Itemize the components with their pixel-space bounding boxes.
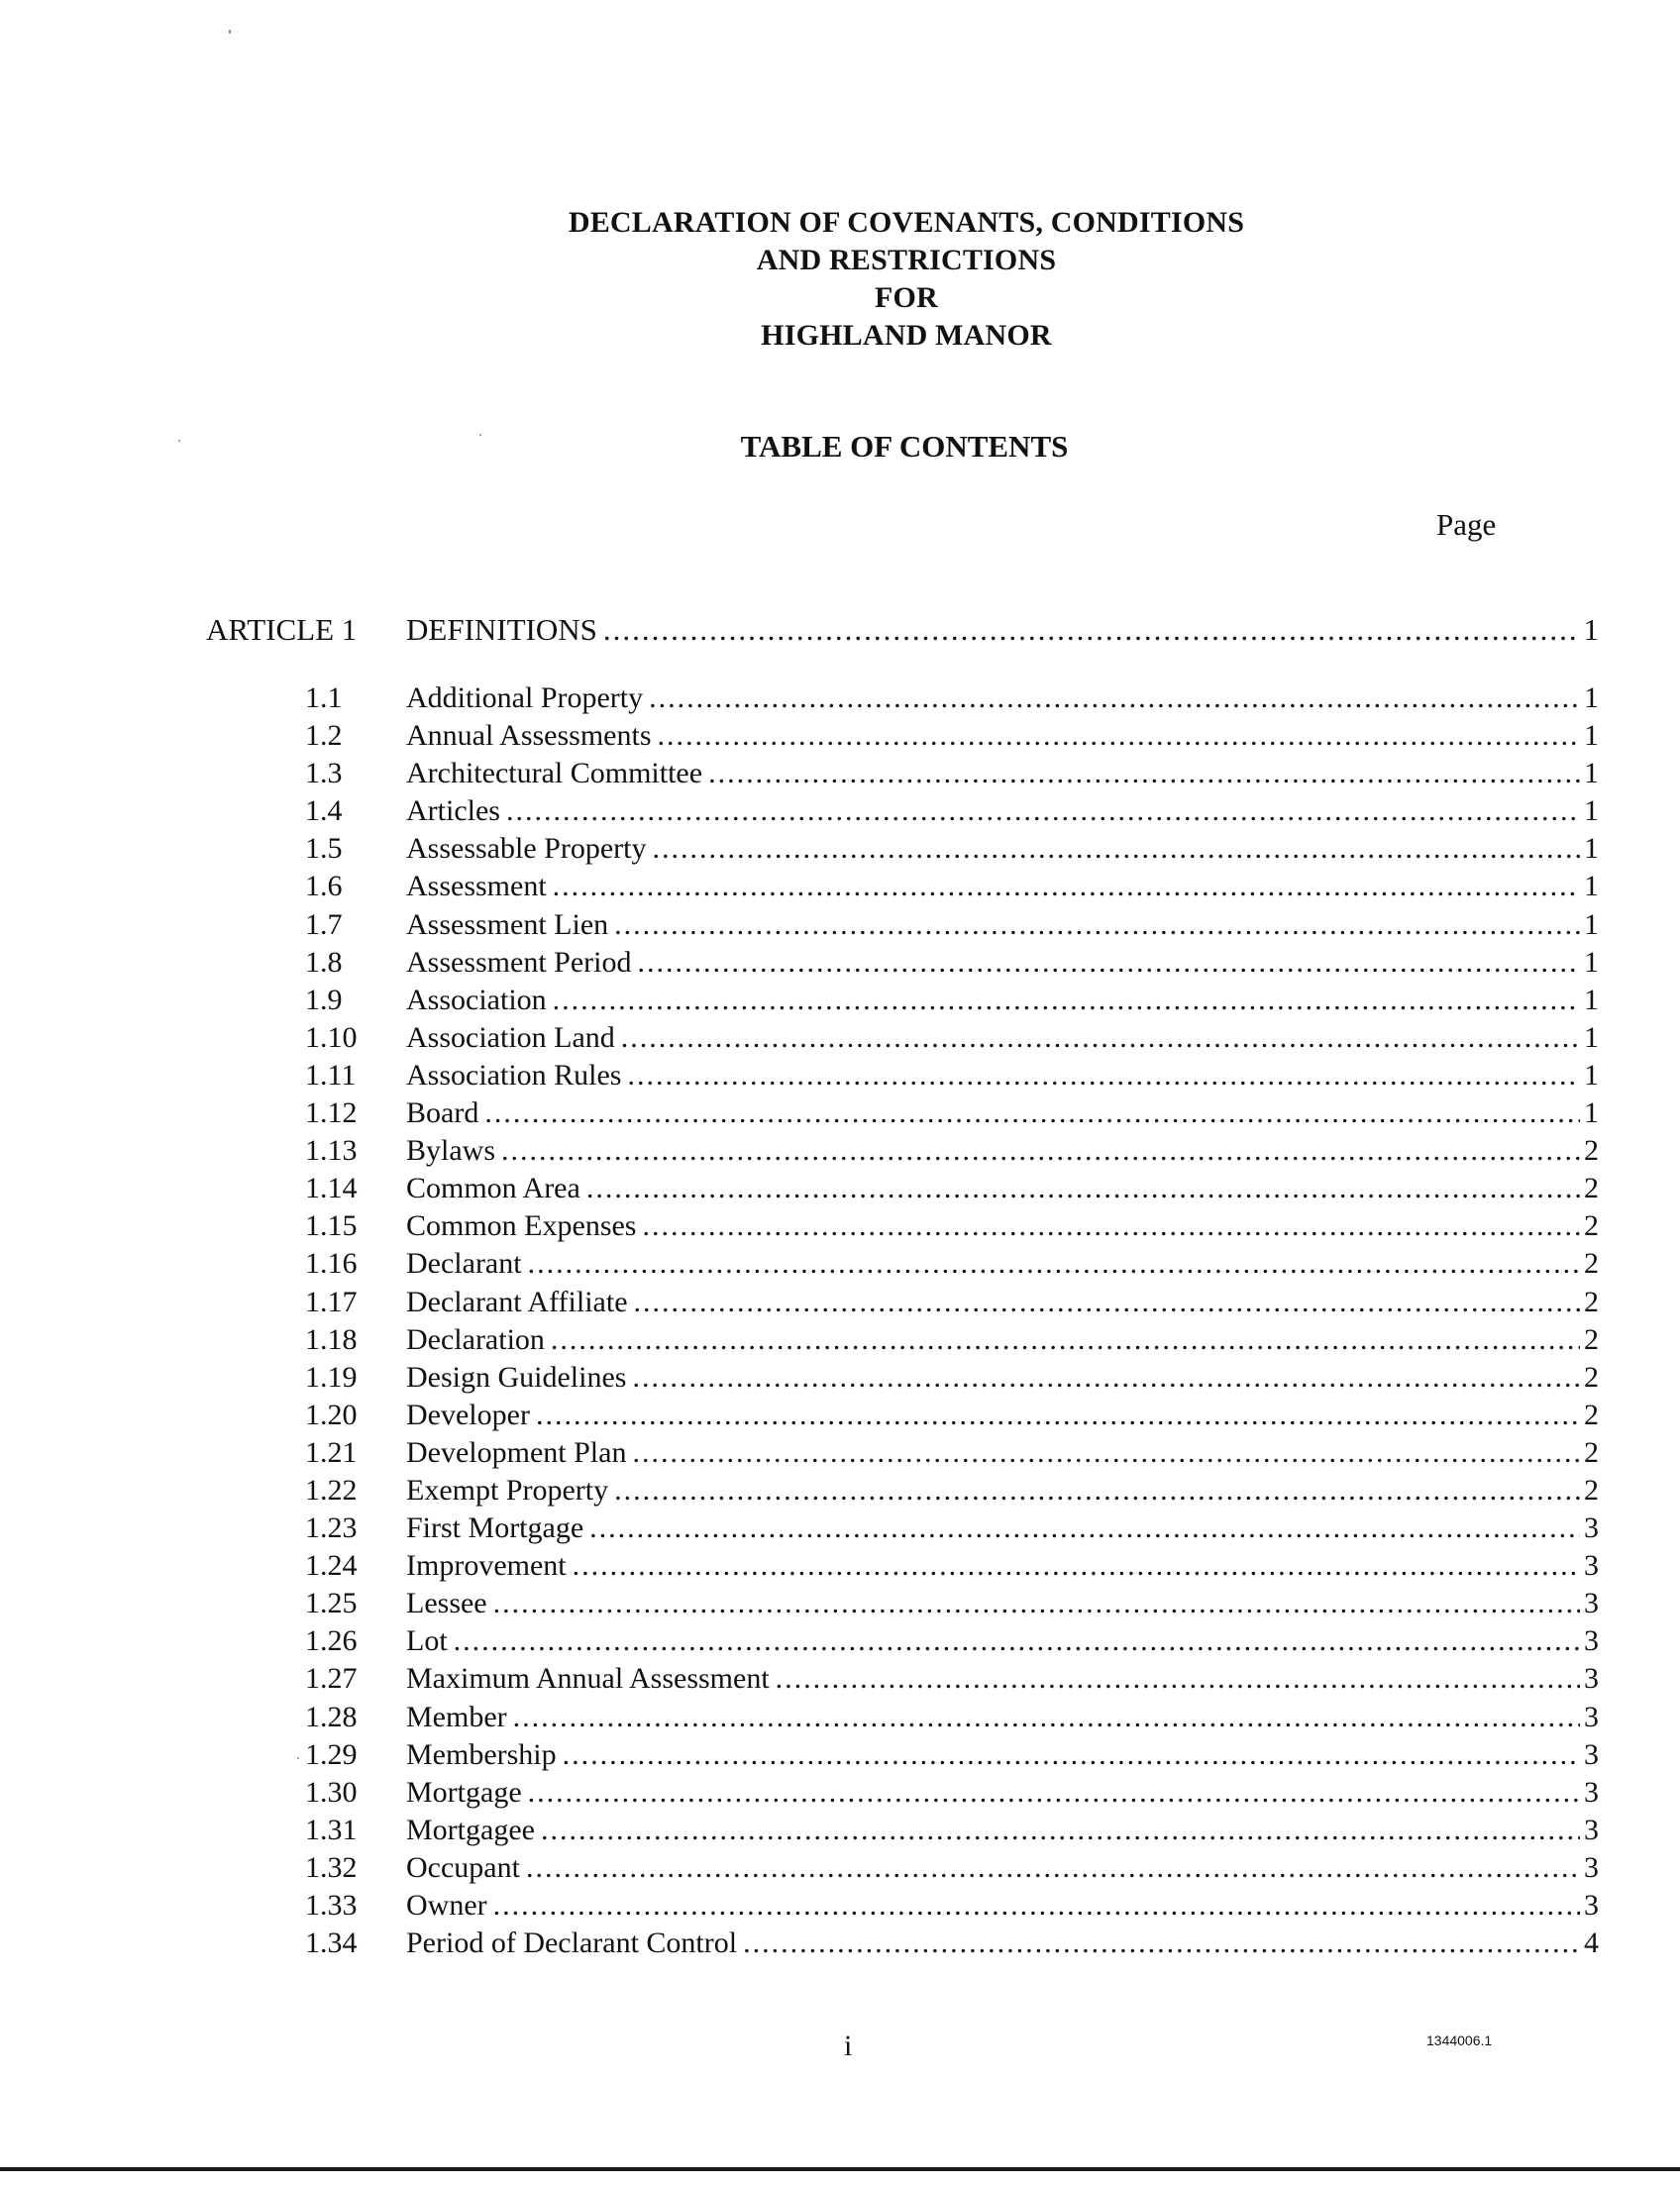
entry-page-number: 1 bbox=[1584, 757, 1599, 790]
entry-page-number: 1 bbox=[1584, 794, 1599, 828]
entry-number: 1.30 bbox=[305, 1775, 358, 1809]
toc-entry[interactable] bbox=[305, 1284, 1599, 1321]
entry-page-number: 1 bbox=[1584, 1020, 1599, 1054]
scan-speck bbox=[297, 1757, 299, 1759]
entry-number: 1.14 bbox=[305, 1172, 358, 1205]
entry-title: Assessable Property bbox=[406, 832, 647, 866]
toc-entry[interactable] bbox=[305, 1925, 1599, 1962]
dot-leader bbox=[628, 1057, 1581, 1094]
entry-number: 1.28 bbox=[305, 1700, 358, 1733]
title-line: AND RESTRICTIONS bbox=[756, 244, 1057, 276]
entry-number: 1.24 bbox=[305, 1549, 358, 1583]
entry-number: 1.8 bbox=[305, 945, 343, 979]
entry-number: 1.27 bbox=[305, 1662, 358, 1696]
toc-entry[interactable] bbox=[305, 1622, 1599, 1660]
dot-leader bbox=[614, 906, 1580, 944]
toc-entry[interactable] bbox=[305, 679, 1599, 717]
entry-title: Architectural Committee bbox=[406, 757, 703, 790]
entry-title: Association Rules bbox=[406, 1058, 622, 1092]
dot-leader bbox=[658, 717, 1581, 755]
entry-page-number: 3 bbox=[1584, 1850, 1599, 1884]
entry-number: 1.25 bbox=[305, 1587, 358, 1620]
entry-title: Lessee bbox=[406, 1587, 487, 1620]
entry-title: Assessment Period bbox=[406, 945, 632, 979]
entry-number: 1.32 bbox=[305, 1850, 358, 1884]
toc-entry[interactable] bbox=[305, 944, 1599, 982]
dot-leader bbox=[536, 1397, 1580, 1434]
title-line: DECLARATION OF COVENANTS, CONDITIONS bbox=[568, 206, 1245, 239]
scan-bottom-edge bbox=[0, 2167, 1680, 2171]
toc-entries-list bbox=[305, 679, 1599, 1962]
toc-entry[interactable] bbox=[305, 1170, 1599, 1207]
dot-leader bbox=[551, 1321, 1580, 1359]
toc-entry[interactable] bbox=[305, 1397, 1599, 1434]
article-title: DEFINITIONS bbox=[406, 612, 597, 647]
entry-page-number: 1 bbox=[1584, 1096, 1599, 1130]
toc-entry[interactable] bbox=[305, 1736, 1599, 1774]
dot-leader bbox=[586, 1170, 1580, 1207]
entry-page-number: 3 bbox=[1584, 1511, 1599, 1545]
toc-entry[interactable] bbox=[305, 1887, 1599, 1925]
toc-entry[interactable] bbox=[305, 868, 1599, 905]
entry-number: 1.18 bbox=[305, 1322, 358, 1356]
entry-title: Owner bbox=[406, 1889, 487, 1922]
toc-entry[interactable] bbox=[305, 830, 1599, 868]
entry-title: Declarant bbox=[406, 1247, 522, 1281]
entry-page-number: 1 bbox=[1584, 832, 1599, 866]
entry-page-number: 2 bbox=[1584, 1360, 1599, 1394]
dot-leader bbox=[484, 1094, 1580, 1132]
toc-entry[interactable] bbox=[305, 1585, 1599, 1622]
entry-title: Period of Declarant Control bbox=[406, 1927, 738, 1960]
entry-page-number: 3 bbox=[1584, 1587, 1599, 1620]
dot-leader bbox=[493, 1585, 1580, 1622]
entry-number: 1.10 bbox=[305, 1020, 358, 1054]
document-title bbox=[0, 204, 1680, 355]
entry-title: Development Plan bbox=[406, 1435, 627, 1469]
entry-title: Articles bbox=[406, 794, 500, 828]
toc-entry[interactable] bbox=[305, 1359, 1599, 1397]
document-id: 1344006.1 bbox=[1426, 2032, 1493, 2048]
entry-title: Common Area bbox=[406, 1172, 580, 1205]
entry-title: Assessment bbox=[406, 870, 547, 903]
entry-page-number: 1 bbox=[1584, 681, 1599, 714]
entry-page-number: 1 bbox=[1584, 719, 1599, 753]
entry-title: Mortgage bbox=[406, 1775, 522, 1809]
article-number: ARTICLE 1 bbox=[206, 612, 358, 647]
entry-page-number: 1 bbox=[1584, 870, 1599, 903]
entry-number: 1.16 bbox=[305, 1247, 358, 1281]
dot-leader bbox=[652, 830, 1580, 868]
dot-leader bbox=[573, 1547, 1580, 1585]
entry-number: 1.34 bbox=[305, 1927, 358, 1960]
toc-entry[interactable] bbox=[305, 1812, 1599, 1849]
entry-page-number: 3 bbox=[1584, 1549, 1599, 1583]
entry-title: Occupant bbox=[406, 1850, 520, 1884]
entry-title: Maximum Annual Assessment bbox=[406, 1662, 770, 1696]
dot-leader bbox=[632, 1359, 1580, 1397]
entry-number: 1.7 bbox=[305, 907, 343, 941]
entry-page-number: 3 bbox=[1584, 1624, 1599, 1658]
toc-entry[interactable] bbox=[305, 1849, 1599, 1887]
entry-page-number: 2 bbox=[1584, 1134, 1599, 1168]
entry-page-number: 2 bbox=[1584, 1473, 1599, 1507]
entry-page-number: 1 bbox=[1584, 983, 1599, 1016]
toc-entry[interactable] bbox=[305, 755, 1599, 792]
toc-entry[interactable] bbox=[305, 982, 1599, 1019]
entry-page-number: 1 bbox=[1584, 1058, 1599, 1092]
entry-number: 1.22 bbox=[305, 1473, 358, 1507]
entry-title: Mortgagee bbox=[406, 1813, 535, 1846]
entry-number: 1.15 bbox=[305, 1209, 358, 1243]
dot-leader bbox=[506, 792, 1580, 830]
entry-title: Board bbox=[406, 1096, 479, 1130]
entry-number: 1.31 bbox=[305, 1813, 358, 1846]
dot-leader bbox=[493, 1887, 1580, 1925]
entry-page-number: 2 bbox=[1584, 1285, 1599, 1318]
page-column-label: Page bbox=[1436, 507, 1497, 542]
entry-title: Additional Property bbox=[406, 681, 644, 714]
entry-number: 1.4 bbox=[305, 794, 343, 828]
toc-entry[interactable] bbox=[305, 717, 1599, 755]
entry-page-number: 2 bbox=[1584, 1435, 1599, 1469]
entry-page-number: 2 bbox=[1584, 1172, 1599, 1205]
toc-entry[interactable] bbox=[305, 1245, 1599, 1283]
toc-entry[interactable] bbox=[305, 1510, 1599, 1547]
toc-article-row[interactable] bbox=[206, 610, 1599, 650]
dot-leader bbox=[776, 1660, 1580, 1698]
toc-entry[interactable] bbox=[305, 1434, 1599, 1472]
entry-title: Improvement bbox=[406, 1549, 567, 1583]
entry-number: 1.26 bbox=[305, 1624, 358, 1658]
dot-leader bbox=[513, 1699, 1580, 1736]
entry-title: Exempt Property bbox=[406, 1473, 609, 1507]
entry-number: 1.33 bbox=[305, 1889, 358, 1922]
entry-page-number: 2 bbox=[1584, 1398, 1599, 1431]
toc-entry[interactable] bbox=[305, 1132, 1599, 1170]
entry-page-number: 3 bbox=[1584, 1813, 1599, 1846]
entry-number: 1.19 bbox=[305, 1360, 358, 1394]
dot-leader bbox=[708, 755, 1580, 792]
toc-entry[interactable] bbox=[305, 1547, 1599, 1585]
entry-title: Declarant Affiliate bbox=[406, 1285, 628, 1318]
entry-number: 1.9 bbox=[305, 983, 343, 1016]
dot-leader bbox=[528, 1245, 1580, 1283]
entry-page-number: 2 bbox=[1584, 1322, 1599, 1356]
toc-entry[interactable] bbox=[305, 1207, 1599, 1245]
entry-number: 1.11 bbox=[305, 1058, 357, 1092]
toc-heading: TABLE OF CONTENTS bbox=[740, 429, 1069, 464]
title-line: HIGHLAND MANOR bbox=[761, 319, 1052, 352]
toc-entry[interactable] bbox=[305, 906, 1599, 944]
dot-leader bbox=[603, 610, 1580, 650]
dot-leader bbox=[553, 868, 1580, 905]
entry-title: Association bbox=[406, 983, 547, 1016]
entry-number: 1.20 bbox=[305, 1398, 358, 1431]
entry-title: Declaration bbox=[406, 1322, 545, 1356]
entry-title: Common Expenses bbox=[406, 1209, 637, 1243]
entry-page-number: 3 bbox=[1584, 1775, 1599, 1809]
toc-entry[interactable] bbox=[305, 1019, 1599, 1057]
entry-number: 1.1 bbox=[305, 681, 343, 714]
toc-entry[interactable] bbox=[305, 1057, 1599, 1094]
entry-page-number: 1 bbox=[1584, 907, 1599, 941]
dot-leader bbox=[621, 1019, 1580, 1057]
article-page: 1 bbox=[1583, 612, 1599, 647]
scan-speck bbox=[229, 30, 231, 34]
entry-title: Developer bbox=[406, 1398, 530, 1431]
dot-leader bbox=[589, 1510, 1580, 1547]
dot-leader bbox=[526, 1849, 1580, 1887]
dot-leader bbox=[553, 982, 1580, 1019]
entry-number: 1.2 bbox=[305, 719, 343, 753]
entry-number: 1.3 bbox=[305, 757, 343, 790]
entry-title: Annual Assessments bbox=[406, 719, 652, 753]
entry-title: Member bbox=[406, 1700, 507, 1733]
entry-title: Assessment Lien bbox=[406, 907, 609, 941]
entry-title: Membership bbox=[406, 1737, 557, 1771]
toc-entry[interactable] bbox=[305, 1321, 1599, 1359]
title-line: FOR bbox=[875, 281, 938, 314]
toc-entry[interactable] bbox=[305, 1660, 1599, 1698]
toc-entry[interactable] bbox=[305, 1699, 1599, 1736]
dot-leader bbox=[649, 679, 1580, 717]
entry-title: Association Land bbox=[406, 1020, 615, 1054]
entry-number: 1.13 bbox=[305, 1134, 358, 1168]
dot-leader bbox=[634, 1284, 1580, 1321]
dot-leader bbox=[541, 1812, 1580, 1849]
dot-leader bbox=[638, 944, 1581, 982]
dot-leader bbox=[743, 1925, 1580, 1962]
entry-number: 1.23 bbox=[305, 1511, 358, 1545]
dot-leader bbox=[632, 1434, 1580, 1472]
dot-leader bbox=[563, 1736, 1580, 1774]
entry-page-number: 1 bbox=[1584, 945, 1599, 979]
dot-leader bbox=[643, 1207, 1581, 1245]
entry-title: Design Guidelines bbox=[406, 1360, 627, 1394]
entry-number: 1.5 bbox=[305, 832, 343, 866]
entry-page-number: 3 bbox=[1584, 1889, 1599, 1922]
toc-entry[interactable] bbox=[305, 1094, 1599, 1132]
entry-number: 1.21 bbox=[305, 1435, 358, 1469]
entry-page-number: 2 bbox=[1584, 1209, 1599, 1243]
entry-page-number: 2 bbox=[1584, 1247, 1599, 1281]
entry-page-number: 3 bbox=[1584, 1662, 1599, 1696]
dot-leader bbox=[454, 1622, 1580, 1660]
dot-leader bbox=[614, 1472, 1580, 1510]
toc-entry[interactable] bbox=[305, 792, 1599, 830]
entry-number: 1.12 bbox=[305, 1096, 358, 1130]
dot-leader bbox=[528, 1774, 1580, 1812]
entry-page-number: 4 bbox=[1584, 1927, 1599, 1960]
entry-title: Lot bbox=[406, 1624, 448, 1658]
entry-page-number: 3 bbox=[1584, 1700, 1599, 1733]
toc-entry[interactable] bbox=[305, 1472, 1599, 1510]
entry-number: 1.17 bbox=[305, 1285, 358, 1318]
toc-entry[interactable] bbox=[305, 1774, 1599, 1812]
entry-title: Bylaws bbox=[406, 1134, 495, 1168]
entry-number: 1.29 bbox=[305, 1737, 358, 1771]
entry-title: First Mortgage bbox=[406, 1511, 584, 1545]
entry-number: 1.6 bbox=[305, 870, 343, 903]
entry-page-number: 3 bbox=[1584, 1737, 1599, 1771]
dot-leader bbox=[501, 1132, 1580, 1170]
footer-page-number: i bbox=[844, 2030, 853, 2062]
